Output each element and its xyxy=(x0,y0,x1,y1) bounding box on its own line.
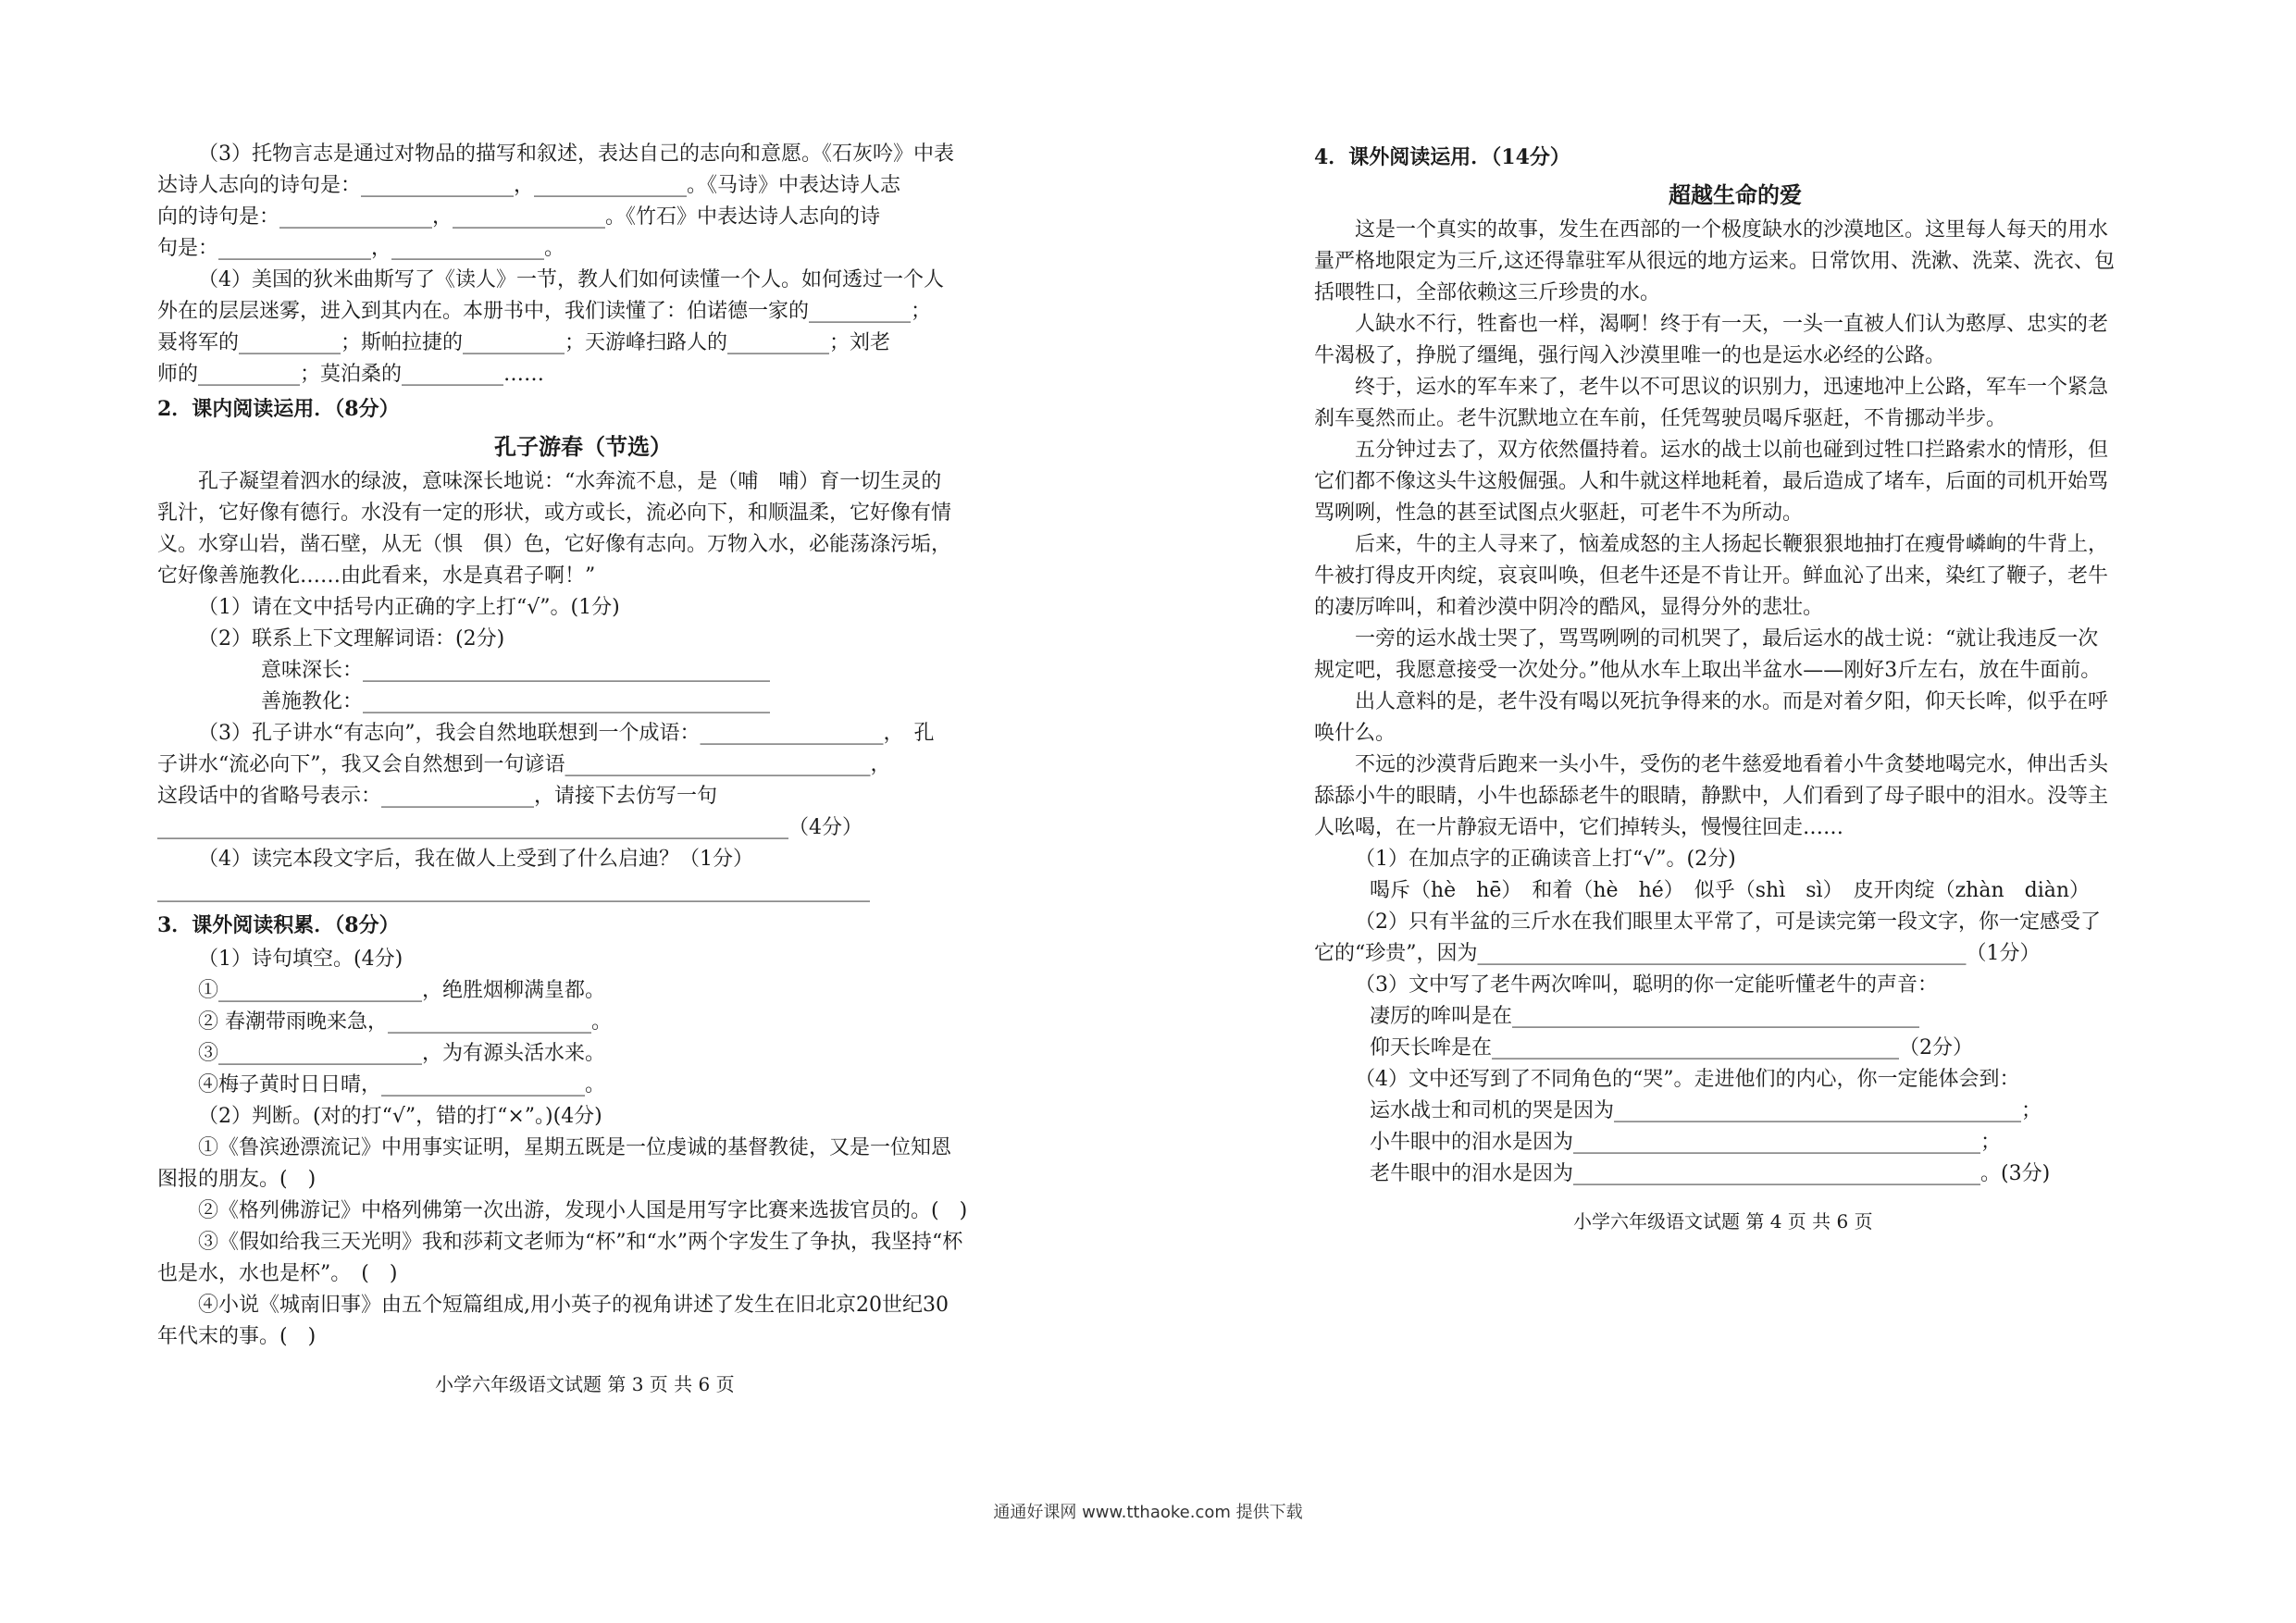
q3-1: （1）诗句填空。(4分) xyxy=(198,948,403,971)
story-line: 骂咧咧，性急的甚至试图点火驱赶，可老牛不为所动。 xyxy=(1314,502,1804,525)
story-line: 五分钟过去了，双方依然僵持着。运水的战士以前也碰到过牲口拦路索水的情形，但 xyxy=(1355,439,2109,462)
q4-1: （1）在加点字的正确读音上打“√”。(2分) xyxy=(1355,848,1736,871)
q2-3-line4: ______________________________________________________________（4分） xyxy=(157,816,863,839)
q3-2-item: ①《鲁滨逊漂流记》中用事实证明，星期五既是一位虔诚的基督教徒，又是一位知恩 xyxy=(198,1136,952,1159)
q1-3-line2: 达诗人志向的诗句是：_______________，_______________。《马诗》中表达诗人志 xyxy=(157,174,901,197)
story-line: 牛被打得皮开肉绽，哀哀叫唤，但老牛还是不肯让开。鲜血沁了出来，染红了鞭子，老牛 xyxy=(1314,564,2109,588)
q3-1-item: ①____________________，绝胜烟柳满皇都。 xyxy=(198,979,606,1002)
q3-2-item-cont: 年代末的事。( ) xyxy=(157,1325,316,1348)
passage-line: 义。水穿山岩，凿石壁，从无（惧 俱）色，它好像有志向。万物入水，必能荡涤污垢， xyxy=(157,533,952,556)
q2-4: （4）读完本段文字后，我在做人上受到了什么启迪？（1分） xyxy=(198,848,753,871)
q1-4-prompt: （4）美国的狄米曲斯写了《读人》一节，教人们如何读懂一个人。如何透过一个人 xyxy=(198,268,944,291)
q4-4-answer-c: 老牛眼中的泪水是因为________________________________________。(3分) xyxy=(1370,1162,2051,1185)
q4-2: （2）只有半盆的三斤水在我们眼里太平常了，可是读完第一段文字，你一定感受了 xyxy=(1355,911,2101,934)
right-exam-page xyxy=(1314,139,2156,1258)
story-line: 终于，运水的军车来了，老牛以不可思议的识别力，迅速地冲上公路，军车一个紧急 xyxy=(1355,376,2109,399)
q3-2: （2）判断。(对的打“√”，错的打“×”。)(4分) xyxy=(198,1105,602,1128)
q1-4-line4: 师的__________；莫泊桑的__________…… xyxy=(157,363,545,386)
story-line: 刹车戛然而止。老牛沉默地立在车前，任凭驾驶员喝斥驱赶，不肯挪动半步。 xyxy=(1314,407,2007,430)
section-2-heading: 2．课内阅读运用．（8分） xyxy=(157,397,400,421)
story-line: 牛渴极了，挣脱了缰绳，强行闯入沙漠里唯一的也是运水必经的公路。 xyxy=(1314,344,1946,367)
q1-4-line3: 聂将军的__________；斯帕拉捷的__________；天游峰扫路人的__________；刘老 xyxy=(157,331,891,354)
q2-4-answer: ______________________________________________________________________ xyxy=(157,879,870,902)
q3-2-item: ②《格列佛游记》中格列佛第一次出游，发现小人国是用写字比赛来选拔官员的。( ) xyxy=(198,1199,968,1222)
story-line: 唤什么。 xyxy=(1314,722,1396,745)
q1-3-line3: 向的诗句是：_______________，_______________。《竹石》中表达诗人志向的诗 xyxy=(157,205,881,229)
story-line: 的凄厉哞叫，和着沙漠中阴冷的酷风，显得分外的悲壮。 xyxy=(1314,596,1824,619)
q3-1-item: ③____________________，为有源头活水来。 xyxy=(198,1042,606,1065)
q2-3-line2: 子讲水“流必向下”，我又会自然想到一句谚语______________________________， xyxy=(157,753,891,776)
q4-4-answer-a: 运水战士和司机的哭是因为________________________________________； xyxy=(1370,1099,2042,1122)
q3-1-item: ④梅子黄时日日晴，____________________。 xyxy=(198,1073,606,1096)
q2-3-line3: 这段话中的省略号表示：_______________，请接下去仿写一句 xyxy=(157,785,718,808)
q3-1-item: ② 春潮带雨晚来急，____________________。 xyxy=(198,1010,612,1034)
q2-3: （3）孔子讲水“有志向”，我会自然地联想到一个成语：__________________， 孔 xyxy=(198,722,935,745)
story-line: 量严格地限定为三斤,这还得靠驻军从很远的地方运来。日常饮用、洗漱、洗菜、洗衣、包 xyxy=(1314,250,2115,273)
left-exam-page xyxy=(157,139,1009,1421)
q4-4: （4）文中还写到了不同角色的“哭”。走进他们的内心，你一定能体会到： xyxy=(1355,1068,2020,1091)
passage-line: 孔子凝望着泗水的绿波，意味深长地说：“水奔流不息，是（哺 哺）育一切生灵的 xyxy=(198,470,942,493)
q3-2-item: ③《假如给我三天光明》我和莎莉文老师为“杯”和“水”两个字发生了争执，我坚持“杯 xyxy=(198,1231,963,1254)
q2-2: （2）联系上下文理解词语：(2分) xyxy=(198,627,505,650)
story-line: 一旁的运水战士哭了，骂骂咧咧的司机哭了，最后运水的战士说：“就让我违反一次 xyxy=(1355,627,2099,650)
story-line: 不远的沙漠背后跑来一头小牛，受伤的老牛慈爱地看着小牛贪婪地喝完水，伸出舌头 xyxy=(1355,753,2109,776)
q4-4-answer-b: 小牛眼中的泪水是因为________________________________________； xyxy=(1370,1131,2002,1154)
passage-line: 它好像善施教化……由此看来，水是真君子啊！” xyxy=(157,564,596,588)
q1-4-line2: 外在的层层迷雾，进入到其内在。本册书中，我们读懂了：伯诺德一家的__________； xyxy=(157,300,932,323)
story-line: 人吆喝，在一片静寂无语中，它们掉转头，慢慢往回走…… xyxy=(1314,816,1844,839)
story-title: 超越生命的爱 xyxy=(1669,181,1802,208)
q3-2-item-cont: 图报的朋友。( ) xyxy=(157,1168,316,1191)
q2-2-answer-b: 善施教化：________________________________________ xyxy=(261,690,771,713)
left-page-footer: 小学六年级语文试题 第 3 页 共 6 页 xyxy=(435,1373,735,1395)
q1-3-prompt: （3）托物言志是通过对物品的描写和叙述，表达自己的志向和意愿。《石灰吟》中表 xyxy=(198,142,954,166)
q1-3-line4: 句是：_______________，_______________。 xyxy=(157,237,565,260)
q4-3: （3）文中写了老牛两次哞叫，聪明的你一定能听懂老牛的声音： xyxy=(1355,973,1938,997)
q4-2-answer: 它的“珍贵”，因为________________________________________________（1分） xyxy=(1314,942,2041,965)
passage-line: 乳汁，它好像有德行。水没有一定的形状，或方或长，流必向下，和顺温柔，它好像有情 xyxy=(157,502,952,525)
section-4-heading: 4．课外阅读运用．（14分） xyxy=(1314,145,1570,169)
story-line: 舔舔小牛的眼睛，小牛也舔舔老牛的眼睛，静默中，人们看到了母子眼中的泪水。没等主 xyxy=(1314,785,2109,808)
q3-2-item-cont: 也是水，水也是杯”。 ( ) xyxy=(157,1262,398,1285)
q2-1: （1）请在文中括号内正确的字上打“√”。(1分) xyxy=(198,596,620,619)
section-3-heading: 3．课外阅读积累．（8分） xyxy=(157,913,400,937)
story-line: 人缺水不行，牲畜也一样，渴啊！终于有一天，一头一直被人们认为憨厚、忠实的老 xyxy=(1355,313,2109,336)
story-line: 它们都不像这头牛这般倔强。人和牛就这样地耗着，最后造成了堵车，后面的司机开始骂 xyxy=(1314,470,2109,493)
q4-3-answer-b: 仰天长哞是在________________________________________（2分） xyxy=(1370,1036,1973,1059)
story-line: 括喂牲口，全部依赖这三斤珍贵的水。 xyxy=(1314,281,1661,304)
story-line: 这是一个真实的故事，发生在西部的一个极度缺水的沙漠地区。这里每人每天的用水 xyxy=(1355,218,2109,242)
passage-title: 孔子游春（节选） xyxy=(494,433,672,460)
story-line: 规定吧，我愿意接受一次处分。”他从水车上取出半盆水——刚好3斤左右，放在牛面前。 xyxy=(1314,659,2102,682)
download-credit: 通通好课网 www.tthaoke.com 提供下载 xyxy=(993,1503,1303,1522)
q4-3-answer-a: 凄厉的哞叫是在________________________________________ xyxy=(1370,1005,1920,1028)
story-line: 出人意料的是，老牛没有喝以死抗争得来的水。而是对着夕阳，仰天长哞，似乎在呼 xyxy=(1355,690,2109,713)
story-line: 后来，牛的主人寻来了，恼羞成怒的主人扬起长鞭狠狠地抽打在瘦骨嶙峋的牛背上， xyxy=(1355,533,2109,556)
q3-2-item: ④小说《城南旧事》由五个短篇组成,用小英子的视角讲述了发生在旧北京20世纪30 xyxy=(198,1294,949,1317)
right-page-footer: 小学六年级语文试题 第 4 页 共 6 页 xyxy=(1573,1210,1873,1233)
q4-1-options: 喝斥（hè hē） 和着（hè hé） 似乎（shì sì） 皮开肉绽（zhàn diàn） xyxy=(1370,879,2091,902)
q2-2-answer-a: 意味深长：________________________________________ xyxy=(261,659,771,682)
